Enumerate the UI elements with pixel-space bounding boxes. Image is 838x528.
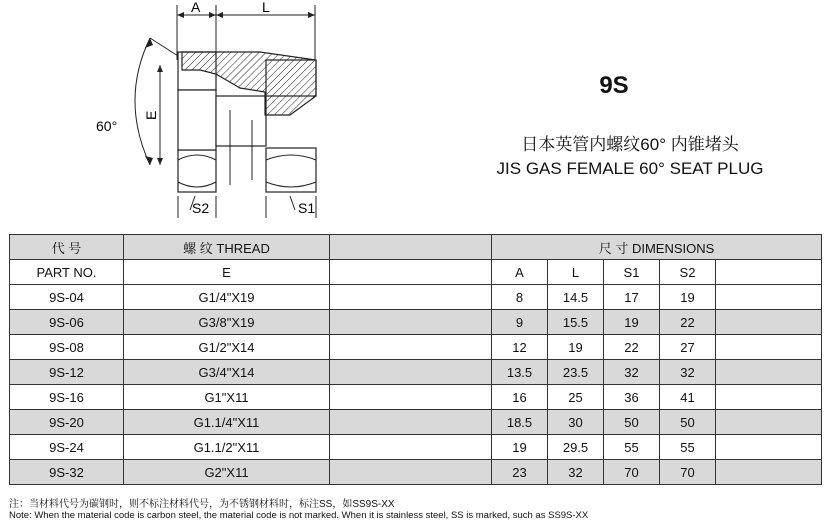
blank-cell [330,435,492,460]
dim-l-cell: 30 [548,410,604,435]
blank-cell [716,410,822,435]
blank-cell [330,385,492,410]
thread-cell: G1.1/2"X11 [124,435,330,460]
table-row [10,285,822,310]
dim-s1-cell: 32 [604,360,660,385]
header-blank [330,235,492,260]
dim-s2-cell: 27 [660,335,716,360]
dim-a-cell: 12 [492,335,548,360]
dim-e-label: E [143,110,159,120]
dim-a-cell: 16 [492,385,548,410]
part-no-cell: 9S-12 [10,360,124,385]
dim-s2-cell: 55 [660,435,716,460]
dim-s2-cell: 22 [660,310,716,335]
header-s1: S1 [604,260,660,285]
dim-l-cell: 15.5 [548,310,604,335]
thread-cell: G1/4"X19 [124,285,330,310]
part-no-cell: 9S-24 [10,435,124,460]
header-part-no: PART NO. [10,260,124,285]
part-no-cell: 9S-06 [10,310,124,335]
blank-cell [716,360,822,385]
product-title-cn: 日本英管内螺纹60° 内锥堵头 [521,135,739,154]
header-blank [716,260,822,285]
blank-cell [330,335,492,360]
part-no-cell: 9S-16 [10,385,124,410]
s2-label: S2 [192,200,210,216]
thread-cell: G2"X11 [124,460,330,485]
dim-s2-cell: 50 [660,410,716,435]
header-e: E [124,260,330,285]
dim-s1-cell: 17 [604,285,660,310]
dim-s1-cell: 50 [604,410,660,435]
dim-a-cell: 18.5 [492,410,548,435]
header-thread: 螺 纹 THREAD [124,235,330,260]
dim-s2-cell: 32 [660,360,716,385]
dim-l-cell: 14.5 [548,285,604,310]
header-blank [330,260,492,285]
thread-cell: G3/4"X14 [124,360,330,385]
dimension-table [9,234,822,485]
header-dimensions: 尺 寸 DIMENSIONS [492,235,822,260]
dim-a-cell: 9 [492,310,548,335]
thread-cell: G3/8"X19 [124,310,330,335]
part-no-cell: 9S-04 [10,285,124,310]
table-row [10,460,822,485]
blank-cell [330,460,492,485]
table-row [10,410,822,435]
blank-cell [716,310,822,335]
dim-s1-cell: 22 [604,335,660,360]
blank-cell [330,285,492,310]
header-l: L [548,260,604,285]
blank-cell [330,310,492,335]
thread-cell: G1/2"X14 [124,335,330,360]
dim-l-cell: 23.5 [548,360,604,385]
part-no-cell: 9S-08 [10,335,124,360]
dim-s1-cell: 36 [604,385,660,410]
blank-cell [716,460,822,485]
dim-s1-cell: 19 [604,310,660,335]
part-no-cell: 9S-32 [10,460,124,485]
blank-cell [330,410,492,435]
table-row [10,310,822,335]
header-a: A [492,260,548,285]
dim-l-label: L [262,0,270,15]
dim-l-cell: 25 [548,385,604,410]
thread-cell: G1"X11 [124,385,330,410]
dim-l-cell: 29.5 [548,435,604,460]
blank-cell [330,360,492,385]
dim-s1-cell: 55 [604,435,660,460]
table-row [10,435,822,460]
table-row [10,360,822,385]
dim-l-cell: 32 [548,460,604,485]
dim-a-cell: 13.5 [492,360,548,385]
product-title-en: JIS GAS FEMALE 60° SEAT PLUG [496,159,764,178]
s1-label: S1 [298,200,316,216]
dim-s2-cell: 41 [660,385,716,410]
angle-label: 60° [96,118,118,134]
header-code: 代 号 [10,235,124,260]
dim-s2-cell: 19 [660,285,716,310]
dim-s2-cell: 70 [660,460,716,485]
blank-cell [716,385,822,410]
table-row [10,335,822,360]
dim-a-cell: 23 [492,460,548,485]
fitting-drawing [0,0,360,232]
thread-cell: G1.1/4"X11 [124,410,330,435]
blank-cell [716,285,822,310]
header-s2: S2 [660,260,716,285]
blank-cell [716,435,822,460]
dim-a-cell: 8 [492,285,548,310]
note-cn: 注：当材料代号为碳钢时，则不标注材料代号，为不锈钢材料时，标注SS，如SS9S-XX [9,499,395,510]
dim-l-cell: 19 [548,335,604,360]
product-code: 9S [599,72,629,99]
dim-a-cell: 19 [492,435,548,460]
dim-a-label: A [191,0,201,15]
table-row [10,385,822,410]
note-en: Note: When the material code is carbon steel, the material code is not marked. When it is stainless steel, SS is marked, such as SS9S-XX [9,510,589,521]
blank-cell [716,335,822,360]
dim-s1-cell: 70 [604,460,660,485]
part-no-cell: 9S-20 [10,410,124,435]
